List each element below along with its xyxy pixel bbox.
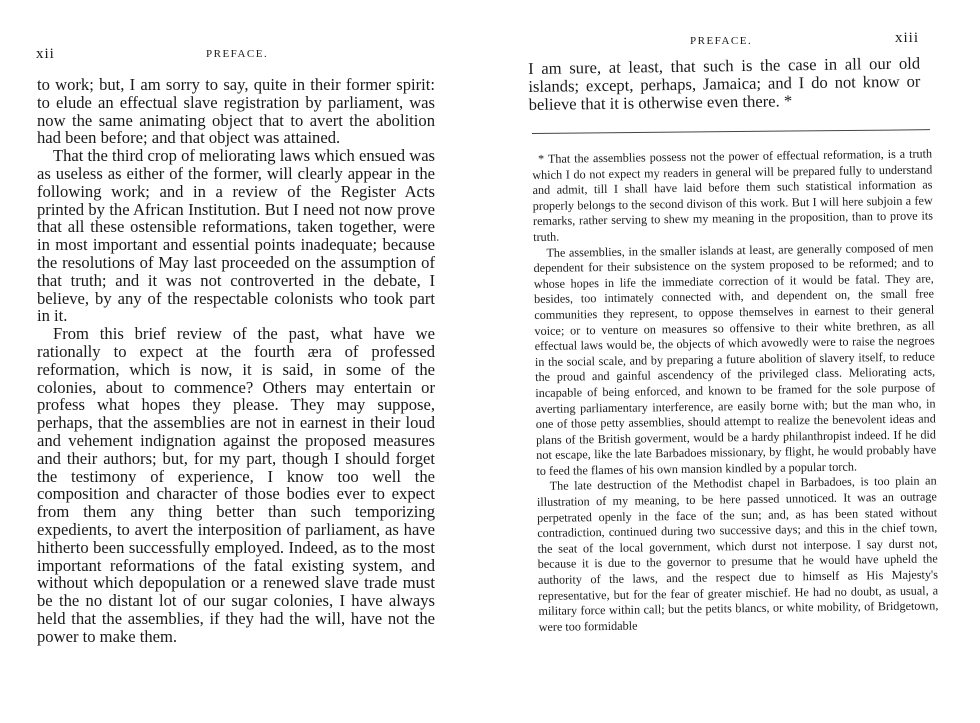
footnote-block (532, 146, 939, 635)
footnote-paragraph-2: The assemblies, in the smaller islands at least, are generally composed of men dependent for their subsistence on the system proposed to be reformed; and to whose hopes in life the immediate correction of it would be fatal. They are, besides, too intimately connected with, and dependent on, the small free communities they represent, to oppose themselves in earnest to their general voice; or to venture on measures so offensive to their white brethren, as all effectual laws would be, the objects of which avowedly were to raise the negroes in the social scale, and by preparing a future abolition of slavery itself, to reduce the proud and gainful ascendency of the privileged class. Meliorating acts, incapable of being enforced, and known to be framed for the sole purpose of averting parliamentary interference, are easily borne with; but the man who, in one of those petty assemblies, should attempt to realize the benevolent ideas and plans of the British goverment, would be a hardy philanthropist indeed. If he did not escape, like the late Barbadoes missionary, by flight, he would probably have to feed the flames of his own mansion kindled by a popular torch. (533, 239, 937, 478)
footnote-paragraph-3: The late destruction of the Methodist chapel in Barbadoes, is too plain an illustration of my meaning, to be here passed unnoticed. It was an outrage perpetrated openly in the face of the sun; and, as has been stated without contradiction, continued during two successive days; and this in the chief town, the seat of the local government, which durst not interpose. I say durst not, because it is due to the governor to presume that he would have upheld the authority of the laws, and the respect due to himself as His Majesty's representative, but for the fear of greater mischief. He had no doubt, as usual, a military force within call; but the petits blancs, or white mobility, of Bridgetown, were too formidable (536, 473, 939, 634)
left-paragraph-2: That the third crop of meliorating laws which ensued was as useless as either of the former, will clearly appear in the following work; and in a review of the Register Acts printed by the African Institution. But I need not now prove that all these ostensible reformations, taken together, were in most important and essential points inadequate; because the resolutions of May last proceeded on the assumption of that truth; and it was not controverted in the debate, I believe, by any of the respectable colonists who took part in it. (37, 146, 436, 326)
right-page-number: xiii (895, 30, 920, 46)
right-running-head: PREFACE. (690, 35, 753, 47)
right-top-text (528, 55, 921, 114)
left-paragraph-1: to work; but, I am sorry to say, quite in their former spirit: to elude an effectual slave registration by parliament, was now the same animating object that to avert the abolition had been before; and that object was attained. (37, 75, 435, 148)
left-paragraph-3: From this brief review of the past, what have we rationally to expect at the fourth æra of professed reformation, which is now, it is said, in some of the colonies, about to commence? Others may entertain or profess what hopes they please. They may suppose, perhaps, that the assemblies are not in earnest in their loud and vehement indignation against the proposed measures and their authors; but, for my part, though I should forget the testimony of experience, I know too well the composition and character of those bodies ever to expect from them any thing better than such temporizing expedients, to avert the interposition of parliament, as have hitherto been successfully employed. Indeed, as to the most important reformations of the fatal existing system, and without which depopulation or a renewed slave trade must be the no distant lot of our sugar colonies, I have always held that the assemblies, if they had the will, have not the power to make them. (37, 324, 435, 646)
left-body-text (37, 76, 435, 646)
footnote-paragraph-1: * That the assemblies possess not the power of effectual reformation, is a truth which I do not expect my readers in general will be prepared fully to understand and admit, till I shall have laid before them such statistical information as properly belongs to the second divison of this work. But I will here subjoin a few remarks, rather serving to shew my meaning in the proposition, than to prove its truth. (532, 146, 934, 244)
right-top-paragraph: I am sure, at least, that such is the case in all our old islands; except, perhaps, Jamaica; and I do not know or believe that it is otherwise even there. * (527, 53, 921, 114)
left-running-head: PREFACE. (206, 48, 269, 60)
left-page-number: xii (36, 46, 55, 62)
